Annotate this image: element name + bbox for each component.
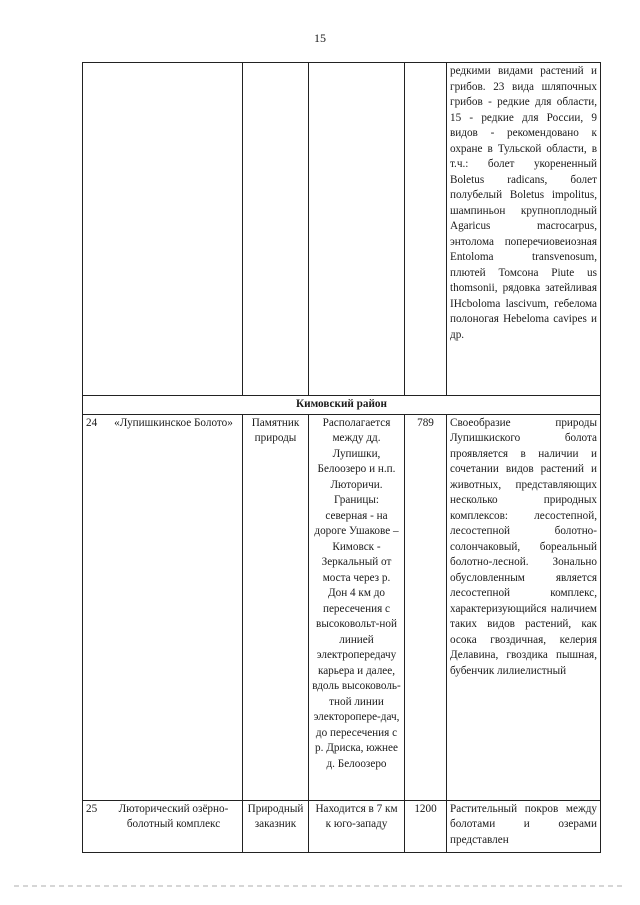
area-name: Люторический озёрно-болотный комплекс xyxy=(118,802,229,830)
protected-areas-table xyxy=(82,62,601,853)
table-row xyxy=(83,800,601,852)
features-cell: Растительный покров между болотами и озерами представлен xyxy=(447,800,601,852)
area-name: «Лупишкинское Болото» xyxy=(114,416,233,429)
category-cell xyxy=(243,63,309,396)
features-cell: редкими видами растений и грибов. 23 вида шляпочных грибов - редкие для области, 15 - редкие для России, 9 видов - рекомендовано к охране в Тульской области, в т.ч.: болет укорененный Boletus radicans, болет полубелый Boletus impolitus, шампиньон крупноплодный Agaricus macrocarpus, энтолома поперечиовеиозная Entoloma transvenosum, плютей Томсона Piute us thomsonii, рядовка затейливая IHcboloma lascivum, гебелома полоногая Hebeloma cavipes и др. xyxy=(447,63,601,396)
features-cell: Своеобразие природы Лупишкиского болота проявляется в наличии и сочетании видов растений и животных, представляющих несколько природных комплексов: лесостепной, лесостепной болотно-солончаковый, бореальный болотно-лесной. Зонально обусловленным является лесостепной комплекс, характеризующийся наличием таких видов растений, как осока гвоздичная, келерия Делавина, гвоздика пышная, бубенчик лилиелистный xyxy=(447,414,601,800)
location-cell: Находится в 7 км к юго-западу xyxy=(309,800,405,852)
table-row xyxy=(83,414,601,800)
area-cell: 789 xyxy=(405,414,447,800)
scan-artifact xyxy=(14,885,626,887)
location-cell xyxy=(309,63,405,396)
category-cell: Природный заказник xyxy=(243,800,309,852)
section-row xyxy=(83,396,601,415)
section-title: Кимовский район xyxy=(83,396,601,415)
category-cell: Памятник природы xyxy=(243,414,309,800)
name-cell xyxy=(83,63,243,396)
row-number: 25 xyxy=(86,802,98,815)
row-number: 24 xyxy=(86,416,98,429)
name-cell xyxy=(83,800,243,852)
location-cell: Располагается между дд. Лупишки, Белоозеро и н.п. Люторичи. Границы: северная - на дороге Ушакове – Кимовск - Зеркальный от моста через р. Дон 4 км до пересечения с высоковольт-ной линией электропередачу карьера и далее, вдоль высоковоль-тной линии электоропере-дач, до пересечения с р. Дриска, южнее д. Белоозеро xyxy=(309,414,405,800)
table-row xyxy=(83,63,601,396)
name-cell xyxy=(83,414,243,800)
area-cell: 1200 xyxy=(405,800,447,852)
page-number: 15 xyxy=(314,31,326,45)
area-cell xyxy=(405,63,447,396)
